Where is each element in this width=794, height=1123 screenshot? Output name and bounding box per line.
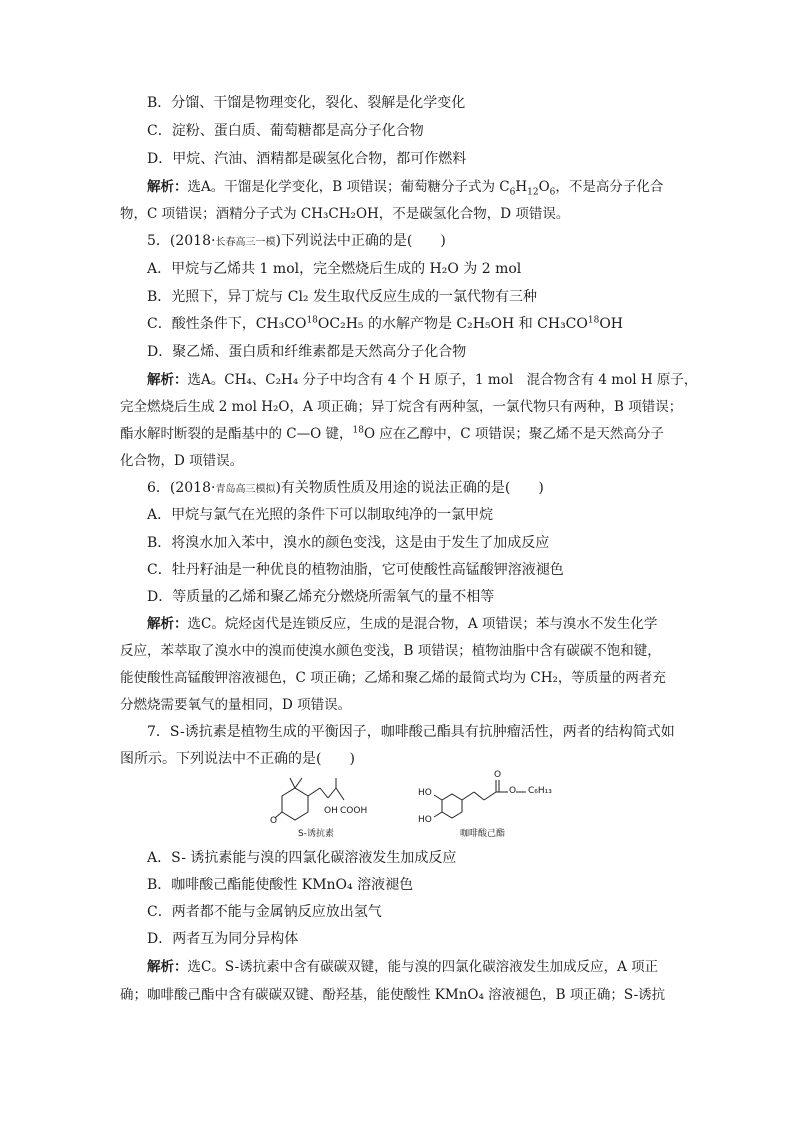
q5-stem: 5．(2018·长春高三一模)下列说法中正确的是( ) — [147, 233, 446, 249]
q5-explanation-line-2: 完全燃烧后生成 2 mol H₂O，A 项正确；异丁烷含有两种氢，一氯代物只有两种，B 项错误； — [120, 399, 683, 415]
q4-option-c: C．淀粉、蛋白质、葡萄糖都是高分子化合物 — [147, 123, 424, 139]
q5-explanation-line-1: 解析：选A。CH₄、C₂H₄ 分子中均含有 4 个 H 原子，1 mol 混合物含有 4 mol H 原子， — [147, 372, 698, 388]
caffeic-ester-o-label: O — [509, 786, 517, 796]
q6-explanation-line-1: 解析：选C。烷烃卤代是连锁反应，生成的是混合物，A 项错误；苯与溴水不发生化学 — [147, 616, 658, 632]
q5-explanation-line-4: 化合物，D 项错误。 — [120, 453, 244, 469]
q5-option-a: A．甲烷与乙烯共 1 mol，完全燃烧后生成的 H₂O 为 2 mol — [147, 261, 522, 277]
caffeic-ester-caption: 咖啡酸己酯 — [460, 829, 506, 839]
caffeic-ho-label-top: HO — [418, 788, 432, 798]
q5-option-d: D．聚乙烯、蛋白质和纤维素都是天然高分子化合物 — [147, 344, 467, 360]
explanation-label: 解析： — [147, 179, 188, 195]
q7-option-b: B．咖啡酸己酯能使酸性 KMnO₄ 溶液褪色 — [147, 877, 414, 893]
q5-explanation-line-3: 酯水解时断裂的是酯基中的 C—O 键，$^{18}$O 应在乙醇中，C 项错误；聚乙烯不是天然高分子 — [120, 425, 664, 442]
q7-option-d: D．两者互为同分异构体 — [147, 931, 299, 947]
q7-option-c: C．两者都不能与金属钠反应放出氢气 — [147, 904, 382, 920]
q7-stem-line-2: 图所示。下列说法中不正确的是( ) — [120, 751, 355, 767]
q4-explanation-line-2: 物，C 项错误；酒精分子式为 CH₃CH₂OH，不是碳氢化合物，D 项错误。 — [120, 206, 570, 222]
q7-option-a: A．S- 诱抗素能与溴的四氯化碳溶液发生加成反应 — [147, 850, 457, 866]
caffeic-carbonyl-o-label: O — [494, 770, 502, 780]
q7-explanation-line-1: 解析：选C。S-诱抗素中含有碳碳双键，能与溴的四氯化碳溶液发生加成反应，A 项正 — [147, 959, 659, 975]
q6-explanation-line-2: 反应，苯萃取了溴水中的溴而使溴水颜色变浅，B 项错误；植物油脂中含有碳碳不饱和键， — [120, 643, 661, 659]
q7-explanation-line-2: 确；咖啡酸己酯中含有碳碳双键、酚羟基，能使酸性 KMnO₄ 溶液褪色，B 项正确；S-诱抗 — [120, 987, 666, 1003]
q5-option-c: C．酸性条件下，CH₃CO$^{18}$OC₂H₅ 的水解产物是 C₂H₅OH 和 CH₃CO$^{18}$OH — [147, 315, 624, 332]
q6-option-c: C．牡丹籽油是一种优良的植物油脂，它可使酸性高锰酸钾溶液褪色 — [147, 562, 564, 578]
q6-option-b: B．将溴水加入苯中，溴水的颜色变浅，这是由于发生了加成反应 — [147, 535, 550, 551]
q6-option-a: A．甲烷与氯气在光照的条件下可以制取纯净的一氯甲烷 — [147, 507, 494, 523]
q6-option-d: D．等质量的乙烯和聚乙烯充分燃烧所需氧气的量不相等 — [147, 589, 495, 605]
s-abscisic-acid-caption: S-诱抗素 — [298, 829, 334, 839]
s-structure-oh-label: OH — [324, 806, 338, 816]
q4-option-d: D．甲烷、汽油、酒精都是碳氢化合物，都可作燃料 — [147, 151, 467, 167]
q5-source: 长春高三一模 — [215, 237, 276, 248]
q7-stem-line-1: 7．S-诱抗素是植物生成的平衡因子，咖啡酸己酯具有抗肿瘤活性，两者的结构简式如 — [147, 724, 675, 740]
q6-stem: 6．(2018·青岛高三模拟)有关物质性质及用途的说法正确的是( ) — [147, 480, 544, 496]
q5-option-b: B．光照下，异丁烷与 Cl₂ 发生取代反应生成的一氯代物有三种 — [147, 289, 537, 305]
caffeic-ho-label-bottom: HO — [418, 815, 432, 825]
q6-explanation-line-3: 能使酸性高锰酸钾溶液褪色，C 项正确；乙烯和聚乙烯的最简式均为 CH₂，等质量的两者充 — [120, 670, 666, 686]
q6-explanation-line-4: 分燃烧需要氧气的量相同，D 项错误。 — [120, 697, 352, 713]
s-structure-o-label: O — [270, 816, 278, 826]
q4-explanation-line-1: 解析：选A。干馏是化学变化，B 项错误；葡萄糖分子式为 $C_6H_{12}O_6$，不是高分子化合 — [147, 179, 664, 198]
caffeic-hexyl-label: C₆H₁₃ — [528, 786, 552, 796]
q6-source: 青岛高三模拟 — [215, 484, 276, 495]
q4-option-b: B．分馏、干馏是物理变化，裂化、裂解是化学变化 — [147, 95, 466, 111]
structure-figure — [270, 770, 570, 840]
s-structure-cooh-label: COOH — [340, 806, 368, 816]
